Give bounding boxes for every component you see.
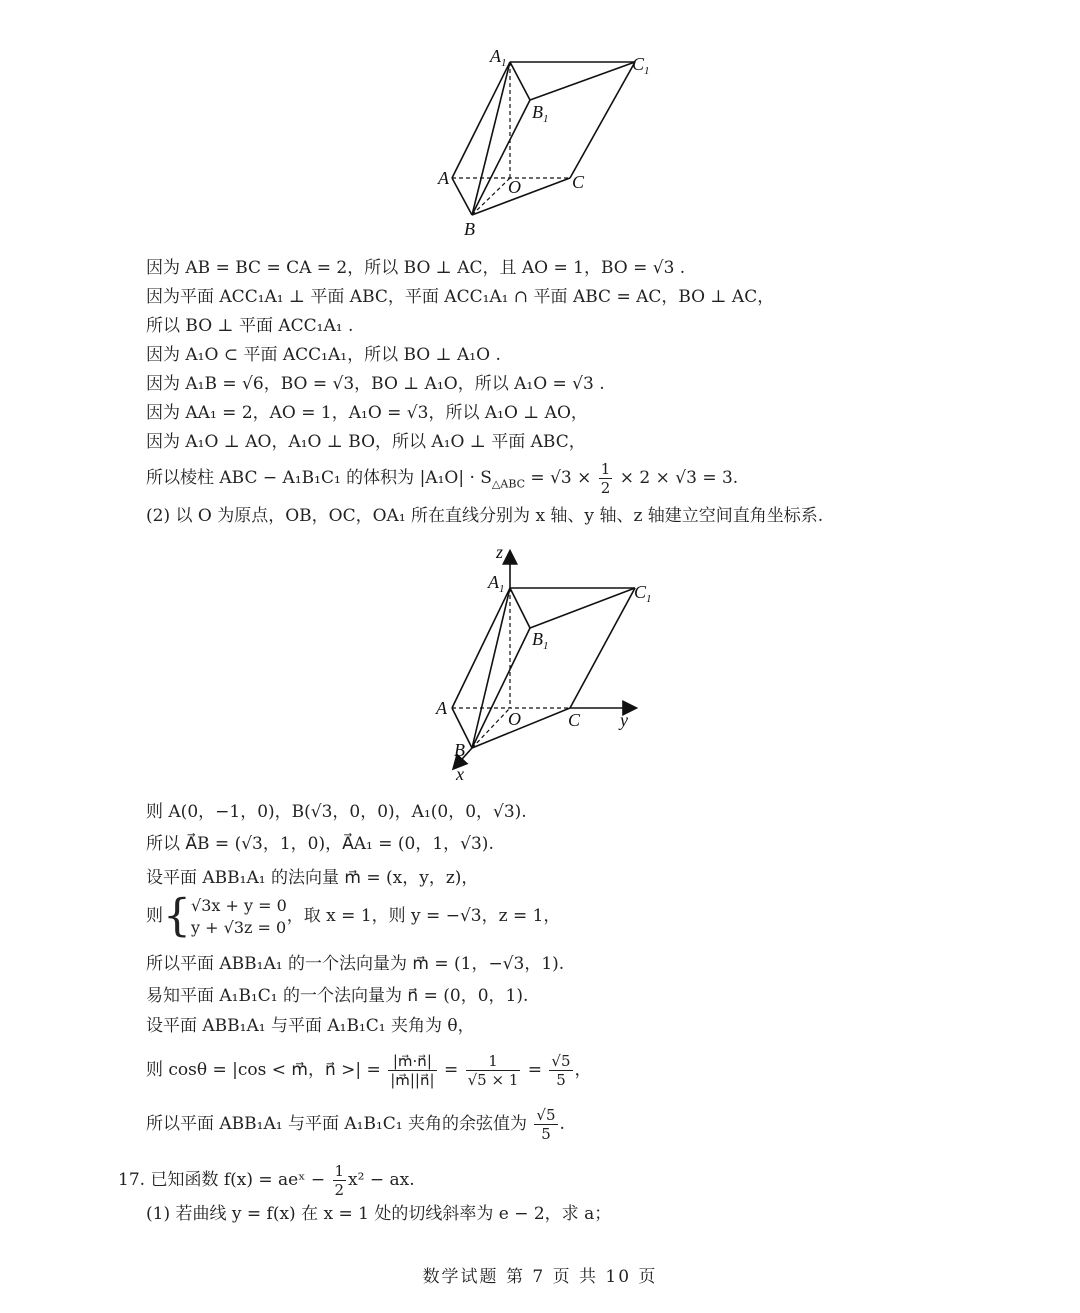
label-C1: $C_1$ bbox=[632, 54, 650, 77]
proof-line: 所以平面 ABB₁A₁ 的一个法向量为 m⃗ = (1，−√3，1). bbox=[146, 954, 565, 974]
figure-prism-2 bbox=[430, 540, 670, 788]
normal-line: 设平面 ABB₁A₁ 的法向量 m⃗ = (x，y，z)， bbox=[146, 868, 479, 888]
volume-suffix: × 2 × √3 = 3. bbox=[614, 468, 739, 488]
proof-line: 所以 BO ⊥ 平面 ACC₁A₁ . bbox=[146, 316, 354, 336]
proof-line: 设平面 ABB₁A₁ 与平面 A₁B₁C₁ 夹角为 θ， bbox=[146, 1016, 475, 1036]
problem-17-part1: (1) 若曲线 y = f(x) 在 x = 1 处的切线斜率为 e − 2，求 a； bbox=[146, 1204, 612, 1224]
fraction-one-over-root5: $\frac{1}{√5 \times 1}$ bbox=[467, 1052, 519, 1089]
brace-icon: { bbox=[163, 890, 191, 942]
label-C: C bbox=[568, 710, 581, 730]
page-footer: 数学试题 第 7 页 共 10 页 bbox=[422, 1267, 658, 1287]
proof-line: 因为 AA₁ = 2，AO = 1，A₁O = √3，所以 A₁O ⊥ AO， bbox=[146, 403, 588, 423]
volume-mid: = √3 × bbox=[525, 468, 597, 488]
proof-line: 因为 A₁B = √6，BO = √3，BO ⊥ A₁O，所以 A₁O = √3 . bbox=[146, 374, 605, 394]
label-B1: $B_1$ bbox=[532, 102, 549, 125]
volume-prefix: 所以棱柱 ABC − A₁B₁C₁ 的体积为 |A₁O| · S bbox=[146, 468, 492, 488]
label-C: C bbox=[572, 172, 585, 192]
axis-y-label: y bbox=[620, 710, 628, 730]
proof-line: 易知平面 A₁B₁C₁ 的一个法向量为 n⃗ = (0，0，1). bbox=[146, 986, 529, 1006]
proof-line: 因为 A₁O ⊥ AO，A₁O ⊥ BO，所以 A₁O ⊥ 平面 ABC， bbox=[146, 432, 586, 452]
label-O: O bbox=[508, 177, 521, 197]
volume-line bbox=[146, 460, 738, 497]
label-B: B bbox=[454, 740, 465, 760]
system-prefix: 则 bbox=[146, 906, 163, 926]
vector-line: 所以 A⃗B = (√3，1，0)，A⃗A₁ = (0，1，√3). bbox=[146, 834, 494, 854]
label-A1: $A_1$ bbox=[488, 572, 505, 595]
fraction-half: $\frac{1}{2}$ bbox=[600, 460, 611, 497]
label-A: A bbox=[438, 168, 449, 188]
problem17-suffix: x² − ax. bbox=[348, 1170, 415, 1190]
cos-line: 则 cosθ = |cos < m⃗，n⃗ >| = $\frac{|m⃗\cdot n⃗|}{|m⃗||n⃗|}$ = $\frac{1}{√5 \times 1}$ = $\frac{√5}{5}$ ， bbox=[146, 1052, 592, 1089]
system-suffix: ，取 x = 1，则 y = −√3，z = 1， bbox=[286, 906, 561, 926]
fraction-root5-over-5: $\frac{√5}{5}$ bbox=[551, 1052, 571, 1089]
cos-prefix: 则 cosθ = |cos < m⃗，n⃗ >| = bbox=[146, 1060, 387, 1080]
part2-intro: (2) 以 O 为原点，OB，OC，OA₁ 所在直线分别为 x 轴、y 轴、z 轴建立空间直角坐标系. bbox=[146, 506, 824, 526]
axis-z-label: z bbox=[496, 542, 504, 562]
proof-line: 因为 A₁O ⊂ 平面 ACC₁A₁，所以 BO ⊥ A₁O . bbox=[146, 345, 501, 365]
prism-diagram-2 bbox=[430, 540, 670, 788]
figure-prism-1 bbox=[430, 40, 670, 240]
label-B: B bbox=[464, 219, 475, 239]
label-B1: $B_1$ bbox=[532, 629, 549, 652]
fraction-root5-over-5: $\frac{√5}{5}$ bbox=[536, 1106, 556, 1143]
problem-17-statement bbox=[118, 1158, 415, 1202]
label-O: O bbox=[508, 709, 521, 729]
axis-x-label: x bbox=[456, 764, 464, 784]
label-A1: $A_1$ bbox=[490, 46, 507, 69]
final-answer-line: 所以平面 ABB₁A₁ 与平面 A₁B₁C₁ 夹角的余弦值为 $\frac{√5}{5}$ . bbox=[146, 1106, 565, 1143]
prism-diagram-1 bbox=[430, 40, 670, 240]
equation-system: √3x + y = 0 y + √3z = 0 bbox=[191, 895, 287, 937]
final-prefix: 所以平面 ABB₁A₁ 与平面 A₁B₁C₁ 夹角的余弦值为 bbox=[146, 1114, 533, 1134]
fraction-half: $\frac{1}{2}$ bbox=[334, 1162, 345, 1199]
label-A: A bbox=[436, 698, 447, 718]
problem17-prefix: 17. 已知函数 f(x) = aeˣ − bbox=[118, 1170, 331, 1190]
label-C1: $C_1$ bbox=[634, 582, 652, 605]
system-line bbox=[146, 892, 560, 940]
fraction-dot-over-norms: $\frac{|m⃗\cdot n⃗|}{|m⃗||n⃗|}$ bbox=[390, 1052, 435, 1089]
proof-line: 因为 AB = BC = CA = 2，所以 BO ⊥ AC，且 AO = 1，BO = √3 . bbox=[146, 258, 686, 278]
volume-sub: △ABC bbox=[491, 477, 526, 491]
coord-line: 则 A(0，−1，0)，B(√3，0，0)，A₁(0，0，√3). bbox=[146, 802, 527, 822]
proof-line: 因为平面 ACC₁A₁ ⊥ 平面 ABC，平面 ACC₁A₁ ∩ 平面 ABC = AC，BO ⊥ AC， bbox=[146, 287, 775, 307]
